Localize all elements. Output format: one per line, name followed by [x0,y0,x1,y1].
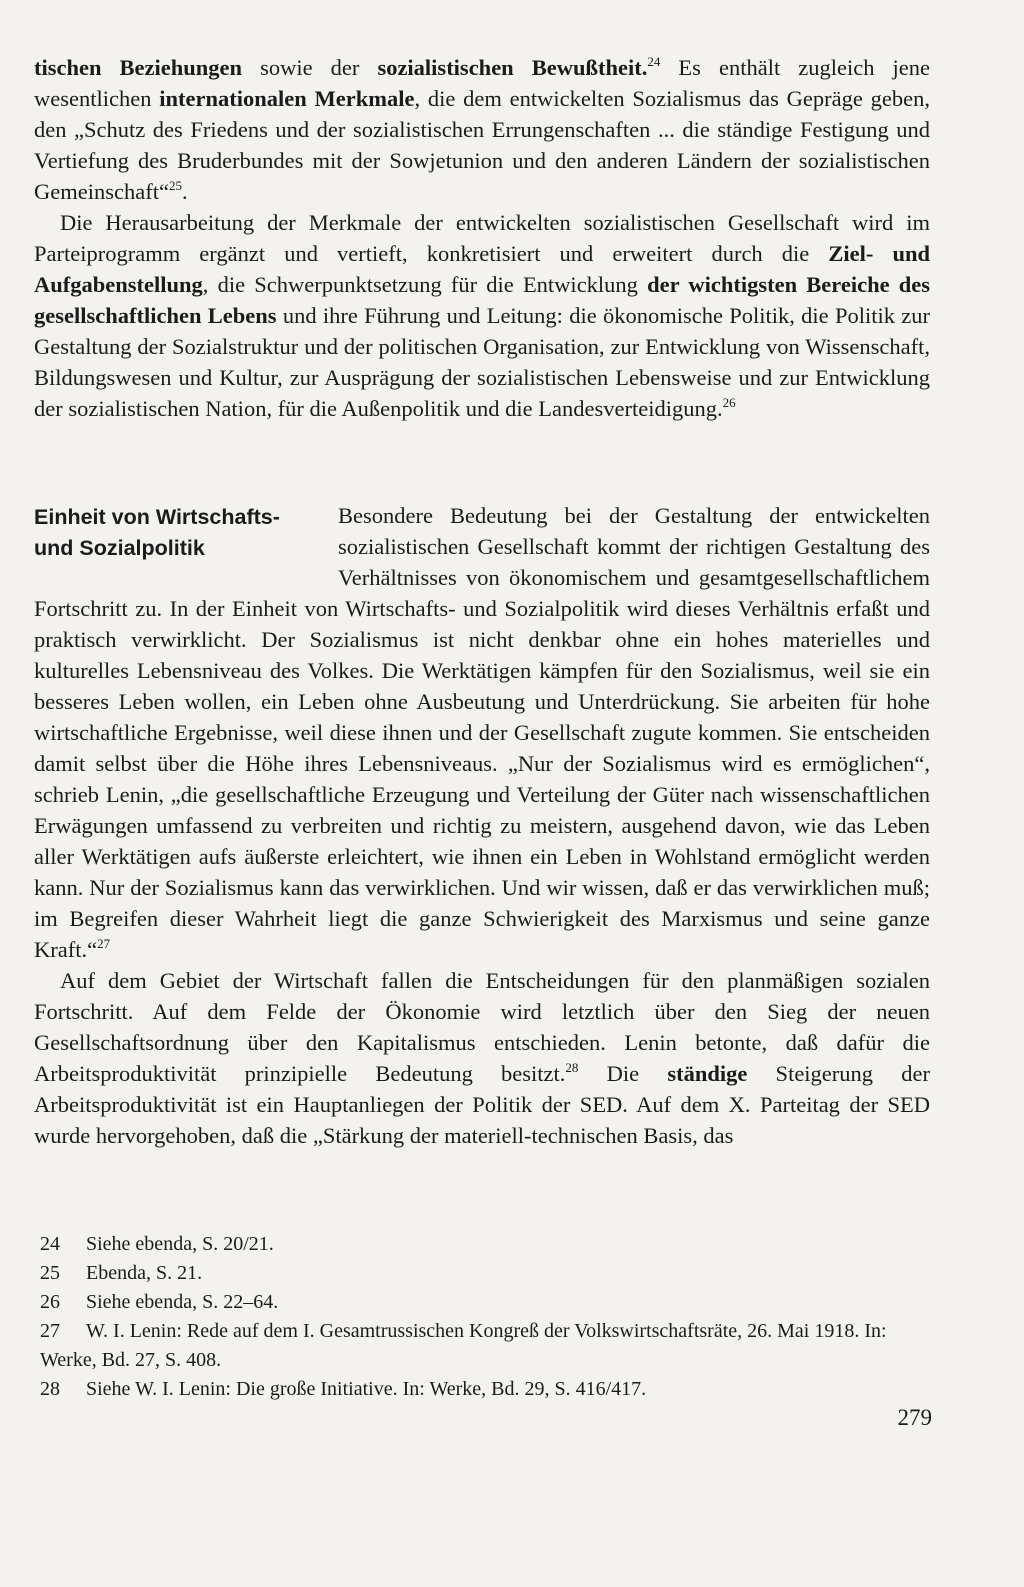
paragraph-4: Auf dem Gebiet der Wirtschaft fallen die Entscheidungen für den planmäßigen sozialen Fortschritt. Auf dem Felde der Ökonomie wird letztlich über den Sieg der neuen Gesellschaftsordnung über den Kapitalismus entschieden. Lenin betonte, daß dafür die Arbeitsproduktivität prinzipielle Bedeutung besitzt.$^{28}$ Die ständige Steigerung der Arbeitsproduktivität ist ein Hauptanliegen der Politik der SED. Auf dem X. Parteitag der SED wurde hervorgehoben, daß die „Stärkung der materiell-technischen Basis, das [34,968,930,1148]
paragraph-1: tischen Beziehungen sowie der sozialistischen Bewußtheit.$^{24}$ Es enthält zugleich jene wesentlichen internationalen Merkmale, die dem entwickelten Sozialismus das Gepräge geben, den „Schutz des Friedens und der sozialistischen Errungenschaften ... die ständige Festigung und Vertiefung des Bruderbundes mit der Sowjetunion und den anderen Ländern der sozialistischen Gemeinschaft“$^{25}$. [34,54,930,204]
footnote: 25 Ebenda, S. 21. [40,1262,203,1284]
footnote-ref-25: 25 [168,178,182,193]
section-heading: Einheit von Wirtschafts- und Sozialpolitik [34,505,280,560]
footnote: 24 Siehe ebenda, S. 20/21. [40,1233,274,1255]
footnote: 28 Siehe W. I. Lenin: Die große Initiative. In: Werke, Bd. 29, S. 416/417. [40,1378,647,1400]
footnote: 27 W. I. Lenin: Rede auf dem I. Gesamtrussischen Kongreß der Volkswirtschaftsräte, 26. Mai 1918. In: Werke, Bd. 27, S. 408. [40,1320,887,1371]
paragraph-2: Die Herausarbeitung der Merkmale der entwickelten sozialistischen Gesellschaft wird im Parteiprogramm ergänzt und vertieft, konkretisiert und erweitert durch die Ziel- und Aufgabenstellung, die Schwerpunktsetzung für die Entwicklung der wichtigsten Bereiche des gesellschaftlichen Lebens und ihre Führung und Leitung: die ökonomische Politik, die Politik zur Gestaltung der Sozialstruktur und der politischen Organisation, zur Entwicklung von Wissenschaft, Bildungswesen und Kultur, zur Ausprägung der sozialistischen Lebensweise und zur Entwicklung der sozialistischen Nation, für die Außenpolitik und die Landesverteidigung.$^{26}$ [34,210,931,421]
footnotes [40,1230,930,1404]
page-number: 279 [897,1405,932,1430]
footnote: 26 Siehe ebenda, S. 22–64. [40,1291,279,1313]
footnote-ref-26: 26 [722,395,736,410]
paragraph-3: Besondere Bedeutung bei der Gestaltung der entwickelten sozialistischen Gesellschaft kommt der richtigen Gestaltung des Verhältnisses von ökonomischem und gesamtgesellschaftlichem Fortschritt zu. In der Einheit von Wirtschafts- und Sozialpolitik wird dieses Verhältnis erfaßt und praktisch verwirklicht. Der Sozialismus ist nicht denkbar ohne ein hohes materielles und kulturelles Lebensniveau des Volkes. Die Werktätigen kämpfen für den Sozialismus, weil sie ein besseres Leben wollen, ein Leben ohne Ausbeutung und Unterdrückung. Sie arbeiten für hohe wirtschaftliche Ergebnisse, weil diese ihnen und der Gesellschaft zugute kommen. Sie entscheiden damit selbst über die Höhe ihres Lebensniveaus. „Nur der Sozialismus wird es ermöglichen“, schrieb Lenin, „die gesellschaftliche Erzeugung und Verteilung der Güter nach wissenschaftlichen Erwägungen umfassend zu verbreiten und richtig zu meistern, ausgehend davon, wie das Leben aller Werktätigen aufs äußerste erleichtert, wie ihnen ein Leben in Wohlstand ermöglicht werden kann. Nur der Sozialismus kann das verwirklichen. Und wir wissen, daß er das verwirklichen muß; im Begreifen dieser Wahrheit liegt die ganze Schwierigkeit des Marxismus und seine ganze Kraft.“$^{27}$ [34,503,930,962]
text-block-section [34,500,930,1151]
footnote-ref-24: 24 [647,54,661,69]
text-block-top [34,52,930,424]
footnote-ref-27: 27 [97,936,111,951]
footnote-ref-28: 28 [565,1060,579,1075]
